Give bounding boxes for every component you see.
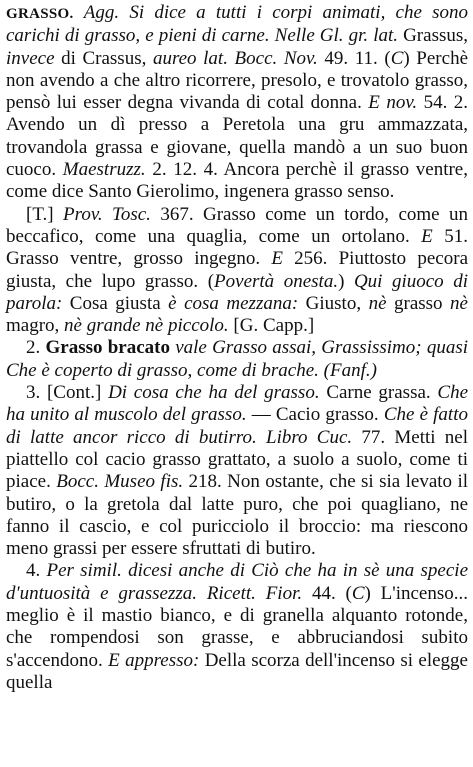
text-segment: Carne grassa. [319,382,438,404]
text-segment: Cosa giusta [62,292,169,314]
italic-segment: Agg. Si dice a tutti i corpi animati, che sono carichi di grasso, e pieni di carne. Nelle Gl. gr. lat. [6,2,468,47]
italic-segment: C [351,582,365,604]
quotation: 2. 12. 4. Ancora perchè il grasso ventre, come dice Santo Gierolimo, ingenera grasso senso. [6,159,468,203]
italic-segment: invece [6,47,55,69]
quotation: 77. Metti nel piattello col cacio grasso grattato, a suolo a suolo, come ti piace. [6,426,468,493]
italic-segment: C [390,47,404,69]
italic-segment: Qui giuoco di parola: [6,270,468,314]
italic-segment: è cosa mezzana: [168,292,299,314]
italic-segment: Che è fatto di latte ancor ricco di butirro. Libro Cuc. [6,404,468,448]
quotation: Della scorza dell'incenso si elegge quella [6,649,468,693]
italic-segment: Povertà onesta. [214,270,339,292]
entry-proverbs-paragraph [6,204,468,338]
text-segment: Giusto, [298,292,369,314]
citation: Bocc. Museo fis. [56,471,184,493]
quotation: 218. Non ostante, che si sia levato il butiro, o la gretola dal latte puro, che poi quagliano, ne fanno il cascio, e col puricciolo il broccio: ma riescono meno grassi per essere sfruttati di butiro. [6,471,469,560]
citation: aureo lat. Bocc. Nov. [152,47,318,69]
citation: E nov. [368,92,418,114]
text-segment: magro, [6,315,65,337]
italic-segment: Di cosa che ha del grasso. [108,382,320,404]
italic-segment: E [421,225,433,247]
italic-segment: nè [450,292,468,314]
quotation: ) L'incenso... meglio è il mastio bianco, e di granella alquanto rotonde, che rompendosi son grasse, e abbruciandosi subito s'accendono. [6,582,468,671]
italic-segment: Che ha unito al muscolo del grasso. [6,382,468,426]
italic-segment: nè [368,292,387,314]
citation: Prov. Tosc. [63,203,151,225]
text-segment: 49. 11. ( [317,47,391,69]
sense-2-paragraph [6,337,468,382]
text-segment: [G. Capp.] [228,315,315,337]
italic-segment: nè grande nè piccolo. [64,315,229,337]
text-segment: grasso [386,292,451,314]
text-segment: 44. ( [302,582,352,604]
sense-number: 3. [Cont.] [26,382,109,404]
quotation: ) Perchè non avendo a che altro ricorrere, presolo, e trovatolo grasso, pensò lui esser degna vivanda di cotal donna. [6,47,468,114]
quotation: 256. Piuttosto pecora giusta, che lupo grasso. ( [6,248,469,292]
sense-number: 4. [26,560,47,582]
text-segment: di Crassus, [54,47,153,69]
italic-segment: E [271,248,283,270]
italic-segment: vale Grasso assai, Grassissimo; quasi Che è coperto di grasso, come di brache. (Fanf.) [6,337,468,381]
quotation: 51. Grasso ventre, grosso ingegno. [6,225,468,270]
sense-4-paragraph [6,560,468,694]
quotation: 54. 2. Avendo un dì presso a Peretola una gru ammazzata, trovandola grassa e giovane, quella mandò a un suo buon cuoco. [6,92,469,181]
italic-segment: Per simil. dicesi anche di Ciò che ha in sè una specie d'untuosità e grassezza. Ricett. Fior. [6,560,468,604]
sense-number: 2. [26,337,46,359]
text-segment: — Cacio grasso. [246,404,384,426]
text-segment: Grassus, [398,25,469,47]
subentry-term: Grasso bracato [45,337,170,359]
quotation: 367. Grasso come un tordo, come un beccafico, come una quaglia, come un ortolano. [6,203,469,247]
entry-definition-paragraph [6,2,468,204]
headword: GRASSO. [6,6,74,22]
text-segment [74,2,84,23]
sense-3-paragraph [6,382,468,560]
text-segment: ) [338,270,354,292]
citation: Maestruzz. [62,159,146,181]
text-segment: [T.] [26,203,64,225]
citation: E appresso: [108,649,200,671]
